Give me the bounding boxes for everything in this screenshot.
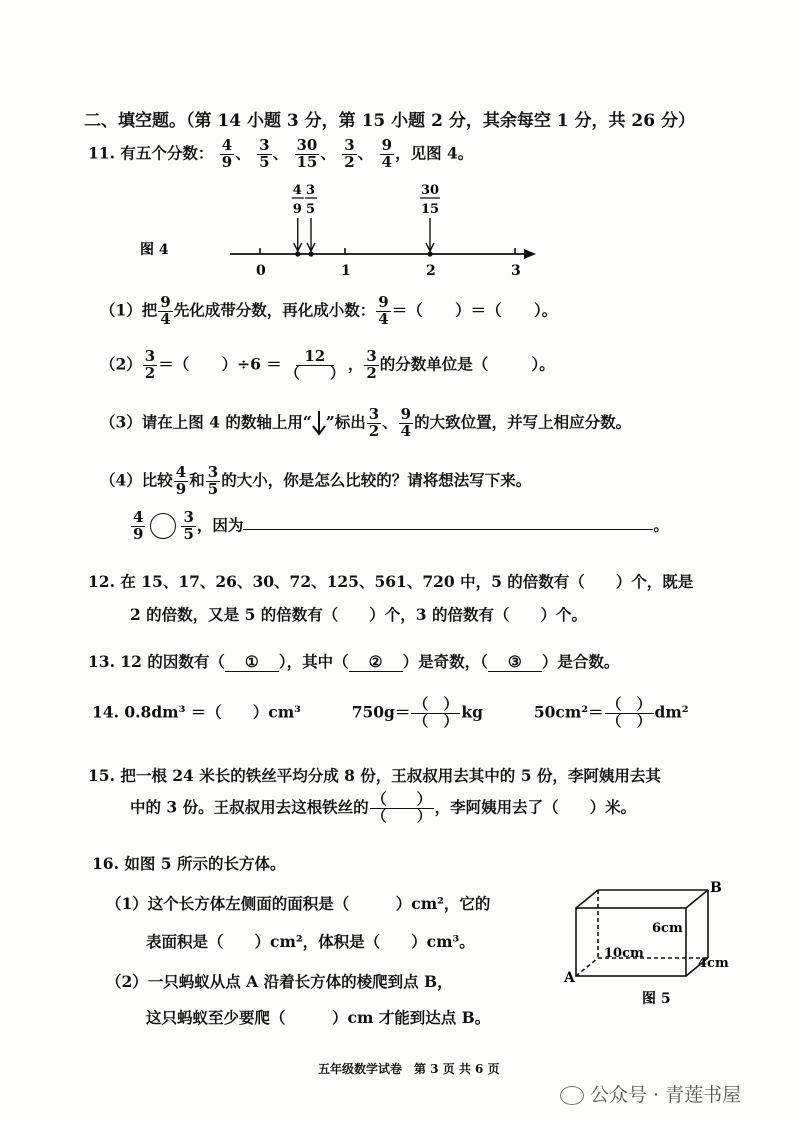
q12-line2: 2 的倍数，又是 5 的倍数有（ ）个，3 的倍数有（ ）个。 [130,605,587,624]
point-b-label: B [710,880,722,896]
fraction: $\frac{3}{5}$ [259,136,270,171]
blank-fraction[interactable]: $\frac{12}{( )}$ [284,347,345,382]
cuboid-figure [560,878,740,1008]
q16-p1b: 表面积是（ ）cm²，体积是（ ）cm³。 [146,932,475,951]
arrow-head-icon [524,249,536,259]
fraction-marker [420,183,440,257]
point-a-label: A [564,970,575,986]
compare-circle[interactable] [150,513,176,539]
fraction-3-2: $\frac{3}{2}$ [368,405,380,440]
q16-p1a: （1）这个长方体左侧面的面积是（ ）cm²，它的 [106,894,491,913]
q16-p2a: （2）一只蚂蚁从点 A 沿着长方体的棱爬到点 B， [106,972,453,991]
q13: 13. 12 的因数有（ ① ），其中（ ② ）是奇数，（ ③ ）是合数。 [88,652,620,671]
q11-part1: （1）把 $\frac{9}{4}$ 先化成带分数，再化成小数： $\frac{9}{4}$ ＝（ ）＝（ ）。 [100,293,558,328]
q15-line2: 中的 3 份。王叔叔用去这根铁丝的 $\frac{( )}{( )}$ ，李阿姨用去了（ ）米。 [130,790,637,825]
q11-part4: （4）比较 $\frac{4}{9}$ 和 $\frac{3}{5}$ 的大小，你是怎么比较的？请将想法写下来。 [100,463,532,498]
tick-label: 3 [511,263,521,279]
cuboid-front-face [576,908,686,976]
q14-c: 50cm²＝ [533,702,604,722]
tick-label: 1 [341,263,351,279]
section-note: （第 14 小题 3 分，第 15 小题 2 分，其余每空 1 分，共 26 分） [186,111,695,131]
section-title: 二、填空题。（第 14 小题 3 分，第 15 小题 2 分，其余每空 1 分，共 26 分） [84,111,695,131]
down-arrow-icon [312,409,326,437]
q14-b: 750g＝ [351,702,411,722]
fraction-9-4: $\frac{9}{4}$ [400,405,412,440]
marker-denominator: 15 [421,202,440,217]
figure-5-label: 图 5 [642,991,671,1007]
q11-part3: （3）请在上图 4 的数轴上用“ ”标出 $\frac{3}{2}$ 、 $\frac{9}{4}$ 的大致位置，并写上相应分数。 [100,405,632,440]
fraction-marker [292,183,304,257]
marker-dot [295,251,300,256]
figure-label: 图 4 [140,242,169,258]
q12-line1: 12. 在 15、17、26、30、72、125、561、720 中，5 的倍数有（ ）个，既是 [88,572,694,591]
marker-numerator: 3 [306,183,316,198]
watermark: 公众号 · 青莲书屋 [560,1080,741,1107]
fraction-4-9: $\frac{4}{9}$ [175,463,187,498]
wechat-icon [560,1086,584,1105]
fraction-9-4: $\frac{9}{4}$ [160,293,171,328]
q11-stem: 11. 有五个分数： $\frac{4}{9}$ 、 $\frac{3}{5}$ 、 $\frac{30}{15}$ 、 $\frac{3}{2}$ 、 $\frac{9}{4}$ ，见图 4。 [88,136,474,171]
fraction-4-9: $\frac{4}{9}$ [133,508,144,543]
fraction: $\frac{9}{4}$ [381,136,393,171]
q15-line1: 15. 把一根 24 米长的铁丝平均分成 8 份，王叔叔用去其中的 5 份，李阿姨用去其 [88,766,661,785]
blank-fraction[interactable]: $\frac{( )}{( )}$ [371,790,432,825]
answer-blank-3[interactable]: ③ [488,652,542,672]
q14-a: 14. 0.8dm³ ＝（ ）cm³ [92,702,301,722]
q16-p2b: 这只蚂蚁至少要爬（ ）cm 才能到达点 B。 [146,1008,491,1027]
fraction-9-4: $\frac{9}{4}$ [378,293,389,328]
q11-compare-line: $\frac{4}{9}$ $\frac{3}{5}$ ，因为 。 [133,508,669,543]
answer-blank-1[interactable]: ① [225,652,279,672]
q16-stem: 16. 如图 5 所示的长方体。 [92,854,286,873]
blank-fraction[interactable]: $\frac{( )}{( )}$ [606,695,652,730]
fraction: $\frac{3}{2}$ [344,136,355,171]
length-label: 10cm [604,946,644,961]
height-label: 6cm [652,921,683,936]
fraction-3-5: $\frac{3}{5}$ [183,508,194,543]
marker-denominator: 9 [292,202,302,217]
reason-answer-line[interactable] [243,515,653,530]
marker-numerator: 4 [292,183,302,198]
fraction-marker [305,183,317,257]
fraction-3-2: $\frac{3}{2}$ [144,347,156,382]
tick-label: 0 [256,263,266,279]
marker-denominator: 5 [306,202,316,217]
width-label: 4cm [698,956,729,971]
marker-numerator: 30 [421,183,440,198]
number-line-figure [120,178,560,286]
marker-dot [308,251,313,256]
fraction-3-5: $\frac{3}{5}$ [207,463,219,498]
q14: 14. 0.8dm³ ＝（ ）cm³ 750g＝ $\frac{( )}{( )}$ kg 50cm²＝ $\frac{( )}{( )}$ dm² [92,695,689,730]
blank-fraction[interactable]: $\frac{( )}{( )}$ [413,695,459,730]
q11-part2: （2） $\frac{3}{2}$ ＝（ ）÷6 ＝ $\frac{12}{( )}$ ， $\frac{3}{2}$ 的分数单位是（ ）。 [100,347,555,382]
fraction-3-2: $\frac{3}{2}$ [366,347,377,382]
tick-label: 2 [426,263,436,279]
fraction: $\frac{30}{15}$ [296,136,318,171]
page-footer: 五年级数学试卷 第 3 页 共 6 页 [318,1062,500,1076]
marker-dot [427,251,432,256]
fraction: $\frac{4}{9}$ [221,136,233,171]
answer-blank-2[interactable]: ② [349,652,403,672]
